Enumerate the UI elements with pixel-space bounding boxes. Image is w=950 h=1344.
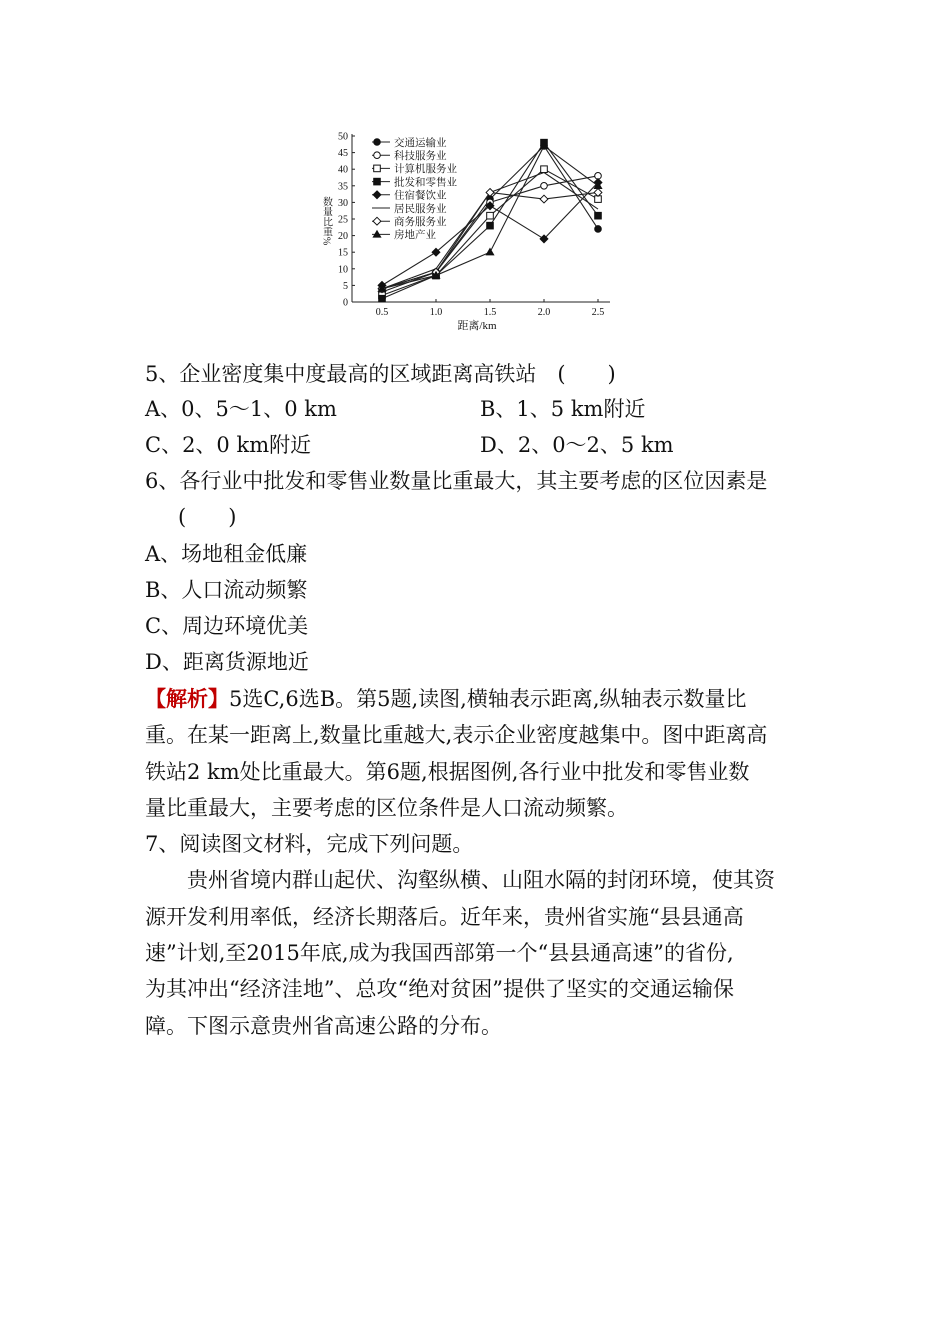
y-tick-label: 30 (338, 197, 348, 209)
legend-item (372, 202, 447, 215)
analysis-line-4: 量比重最大，主要考虑的区位条件是人口流动频繁。 (145, 796, 628, 820)
data-point (486, 189, 494, 197)
data-point (486, 249, 493, 255)
analysis-line-1 (145, 681, 747, 717)
question-5-option-a: A、0、5～1、0 km (145, 397, 337, 421)
question-7-stem: 7、阅读图文材料，完成下列问题。 (145, 832, 474, 856)
legend-marker (373, 191, 381, 199)
question-6-paren: ( ) (178, 505, 237, 529)
legend-item (372, 189, 447, 202)
legend-label: 居民服务业 (394, 203, 447, 215)
question-5-option-c: C、2、0 km附近 (145, 433, 312, 457)
legend-label: 科技服务业 (394, 151, 447, 162)
data-point (595, 212, 602, 219)
question-6-option-a: A、场地租金低廉 (145, 542, 308, 566)
y-tick-label: 5 (343, 280, 348, 292)
y-axis-label: 数量比重% (320, 196, 332, 246)
legend-label: 计算机服务业 (394, 164, 457, 176)
question-6-option-d: D、距离货源地近 (145, 650, 309, 674)
x-tick-label: 2.0 (537, 307, 551, 318)
analysis-label: 【解析】 (145, 686, 229, 711)
data-point (595, 226, 602, 233)
y-tick-label: 40 (338, 164, 348, 176)
analysis-line-3: 铁站2 km处比重最大。第6题,根据图例,各行业中批发和零售业数 (145, 760, 750, 784)
passage-line-2: 源开发利用率低，经济长期落后。近年来，贵州省实施“县县通高 (145, 905, 744, 929)
y-tick-label: 0 (343, 297, 348, 309)
legend-marker (374, 139, 381, 146)
data-point (541, 166, 548, 173)
legend-label: 批发和零售业 (394, 177, 457, 189)
line-chart (310, 126, 620, 336)
analysis-line-2: 重。在某一距离上,数量比重越大,表示企业密度越集中。图中距离高 (145, 723, 768, 747)
legend-label: 商务服务业 (394, 217, 447, 228)
question-6-option-b: B、人口流动频繁 (145, 578, 308, 602)
passage-line-1: 贵州省境内群山起伏、沟壑纵横、山阻水隔的封闭环境，使其资 (187, 868, 775, 892)
passage-line-5: 障。下图示意贵州省高速公路的分布。 (145, 1014, 502, 1038)
legend-item (372, 149, 447, 162)
legend-item (372, 175, 457, 188)
y-tick-label: 50 (338, 131, 348, 143)
y-tick-label: 45 (338, 148, 348, 160)
legend-marker (374, 178, 381, 185)
x-tick-label: 2.5 (591, 307, 605, 318)
question-5-stem: 5、企业密度集中度最高的区域距离高铁站 ( ) (145, 362, 616, 386)
data-point (379, 295, 386, 302)
x-tick-label: 0.5 (375, 307, 389, 318)
question-5-option-d: D、2、0～2、5 km (480, 433, 674, 457)
legend-label: 房地产业 (394, 230, 436, 242)
legend-label: 住宿餐饮业 (394, 190, 447, 202)
x-tick-label: 1.5 (483, 307, 497, 318)
legend-marker (373, 231, 380, 237)
analysis-text-1: 5选C,6选B。第5题,读图,横轴表示距离,纵轴表示数量比 (229, 687, 747, 711)
legend-marker (374, 165, 381, 172)
legend-item (372, 215, 447, 228)
data-point (540, 195, 548, 203)
passage-line-4: 为其冲出“经济洼地”、总攻“绝对贫困”提供了坚实的交通运输保 (145, 977, 734, 1001)
y-tick-label: 20 (338, 231, 348, 243)
legend-marker (373, 217, 381, 225)
y-tick-label: 35 (338, 181, 348, 193)
legend-item (372, 136, 447, 149)
x-axis-label: 距离/km (457, 320, 497, 332)
legend-marker (374, 152, 381, 159)
data-point (487, 212, 494, 219)
question-6-stem: 6、各行业中批发和零售业数量比重最大，其主要考虑的区位因素是 (145, 469, 768, 493)
y-tick-label: 10 (338, 264, 348, 276)
legend-item (372, 162, 457, 175)
y-tick-label: 15 (338, 247, 348, 259)
question-5-option-b: B、1、5 km附近 (480, 397, 646, 421)
y-tick-label: 25 (338, 214, 348, 226)
legend-label: 交通运输业 (394, 137, 447, 149)
x-tick-label: 1.0 (429, 307, 443, 318)
passage-line-3: 速”计划,至2015年底,成为我国西部第一个“县县通高速”的省份, (145, 941, 734, 965)
data-point (541, 183, 548, 190)
data-point (594, 189, 602, 197)
legend-item (372, 228, 436, 241)
question-6-option-c: C、周边环境优美 (145, 614, 309, 638)
data-point (487, 222, 494, 229)
